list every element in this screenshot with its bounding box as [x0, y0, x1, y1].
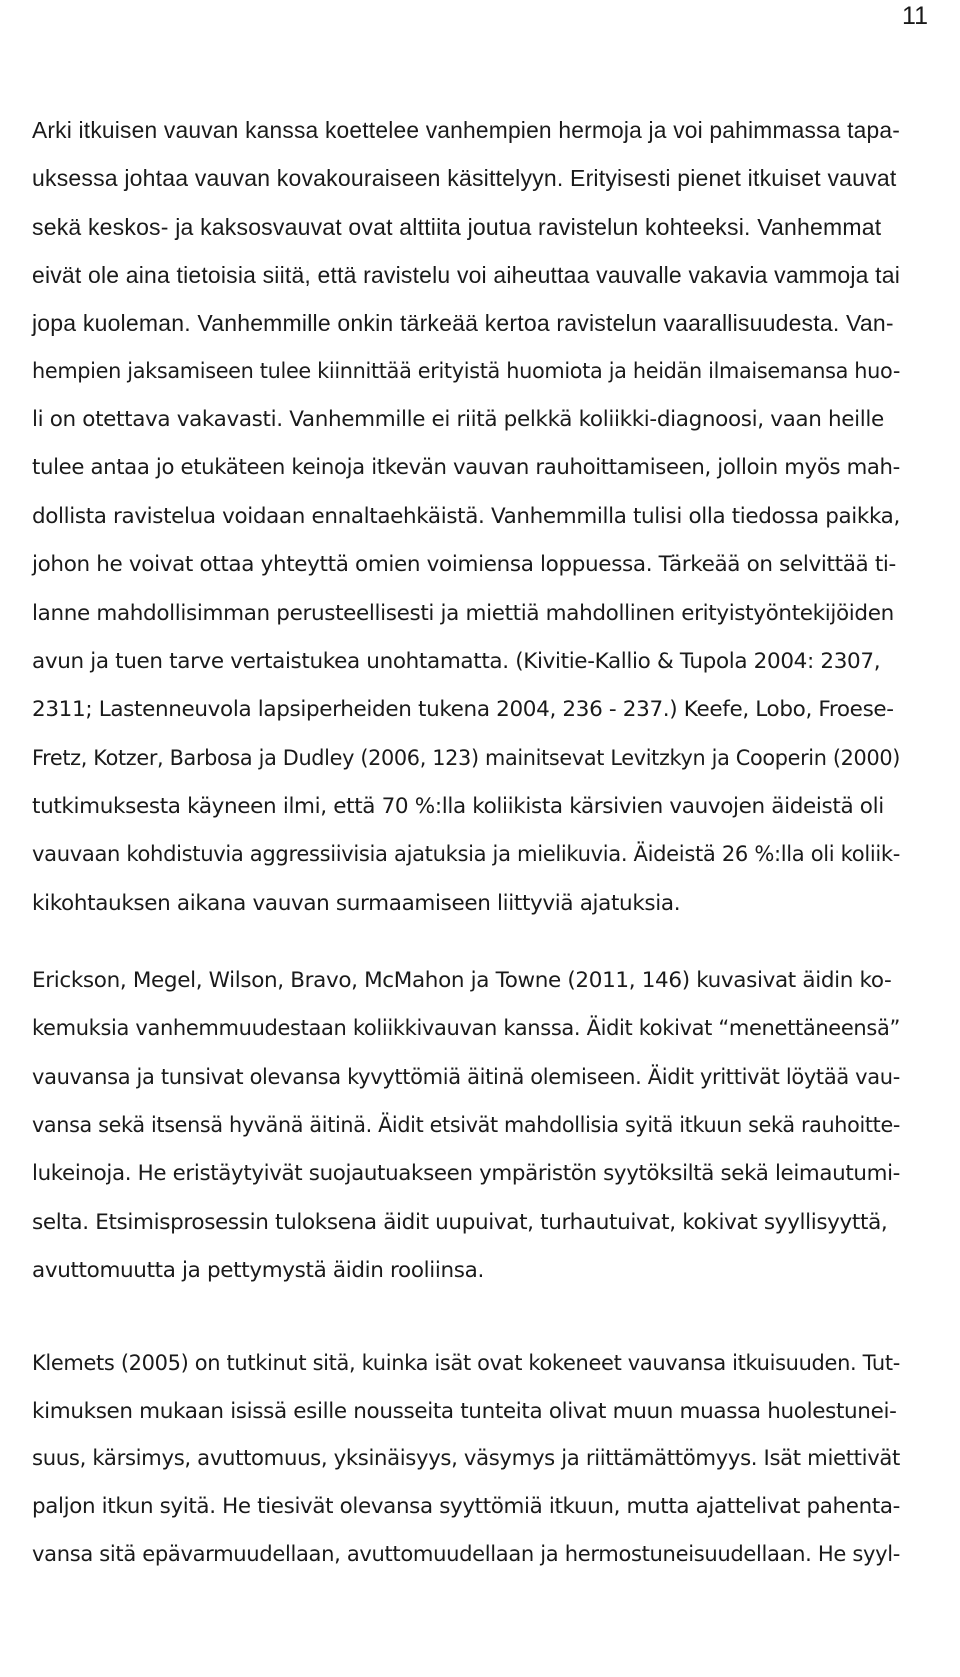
- text-line: avuttomuutta ja pettymystä äidin rooliinsa.: [32, 1258, 484, 1283]
- text-line: kimuksen mukaan isissä esille nousseita tunteita olivat muun muassa huolestunei-: [32, 1399, 897, 1424]
- text-line: dollista ravistelua voidaan ennaltaehkäistä. Vanhemmilla tulisi olla tiedossa paikka,: [32, 504, 900, 529]
- text-line: Erickson, Megel, Wilson, Bravo, McMahon ja Towne (2011, 146) kuvasivat äidin ko-: [32, 968, 892, 993]
- text-line: johon he voivat ottaa yhteyttä omien voimiensa loppuessa. Tärkeää on selvittää ti-: [32, 552, 896, 577]
- text-line: lukeinoja. He eristäytyivät suojautuakseen ympäristön syytöksiltä sekä leimautumi-: [32, 1161, 901, 1186]
- text-line: Fretz, Kotzer, Barbosa ja Dudley (2006, 123) mainitsevat Levitzkyn ja Cooperin (2000): [32, 746, 901, 771]
- text-line: avun ja tuen tarve vertaistukea unohtamatta. (Kivitie-Kallio & Tupola 2004: 2307,: [32, 649, 881, 674]
- text-line: hempien jaksamiseen tulee kiinnittää erityistä huomiota ja heidän ilmaisemansa huo-: [32, 359, 901, 384]
- text-line: kikohtauksen aikana vauvan surmaamiseen liittyviä ajatuksia.: [32, 891, 681, 916]
- text-line: jopa kuoleman. Vanhemmille onkin tärkeää kertoa ravistelun vaarallisuudesta. Van-: [32, 310, 894, 336]
- text-line: li on otettava vakavasti. Vanhemmille ei riitä pelkkä koliikki-diagnoosi, vaan heille: [32, 407, 884, 432]
- text-line: sekä keskos- ja kaksosvauvat ovat alttiita joutua ravistelun kohteeksi. Vanhemmat: [32, 214, 882, 240]
- text-line: suus, kärsimys, avuttomuus, yksinäisyys, väsymys ja riittämättömyys. Isät miettivät: [32, 1446, 901, 1471]
- text-line: vauvansa ja tunsivat olevansa kyvyttömiä äitinä olemiseen. Äidit yrittivät löytää vau-: [32, 1065, 900, 1090]
- text-line: lanne mahdollisimman perusteellisesti ja miettiä mahdollinen erityistyöntekijöiden: [32, 601, 894, 626]
- text-line: tutkimuksesta käyneen ilmi, että 70 %:lla koliikista kärsivien vauvojen äideistä oli: [32, 794, 884, 819]
- text-line: Arki itkuisen vauvan kanssa koettelee vanhempien hermoja ja voi pahimmassa tapa-: [32, 117, 900, 143]
- text-line: kemuksia vanhemmuudestaan koliikkivauvan kanssa. Äidit kokivat “menettäneensä”: [32, 1016, 901, 1041]
- text-line: vansa sitä epävarmuudellaan, avuttomuudellaan ja hermostuneisuudellaan. He syyl-: [32, 1542, 901, 1567]
- text-line: tulee antaa jo etukäteen keinoja itkevän vauvan rauhoittamiseen, jolloin myös mah-: [32, 455, 900, 480]
- text-line: 2311; Lastenneuvola lapsiperheiden tukena 2004, 236 - 237.) Keefe, Lobo, Froese-: [32, 697, 894, 722]
- text-line: vansa sekä itsensä hyvänä äitinä. Äidit etsivät mahdollisia syitä itkuun sekä rauhoitte-: [32, 1113, 901, 1138]
- text-line: uksessa johtaa vauvan kovakouraiseen käsittelyyn. Erityisesti pienet itkuiset vauvat: [32, 165, 897, 191]
- text-line: eivät ole aina tietoisia siitä, että ravistelu voi aiheuttaa vauvalle vakavia vammoja tai: [32, 262, 901, 288]
- text-line: selta. Etsimisprosessin tuloksena äidit uupuivat, turhautuivat, kokivat syyllisyyttä,: [32, 1210, 888, 1235]
- page-number: 11: [902, 2, 928, 30]
- text-line: vauvaan kohdistuvia aggressiivisia ajatuksia ja mielikuvia. Äideistä 26 %:lla oli koliik-: [32, 842, 901, 867]
- text-line: Klemets (2005) on tutkinut sitä, kuinka isät ovat kokeneet vauvansa itkuisuuden. Tut-: [32, 1351, 900, 1376]
- text-line: paljon itkun syitä. He tiesivät olevansa syyttömiä itkuun, mutta ajattelivat pahenta-: [32, 1494, 901, 1519]
